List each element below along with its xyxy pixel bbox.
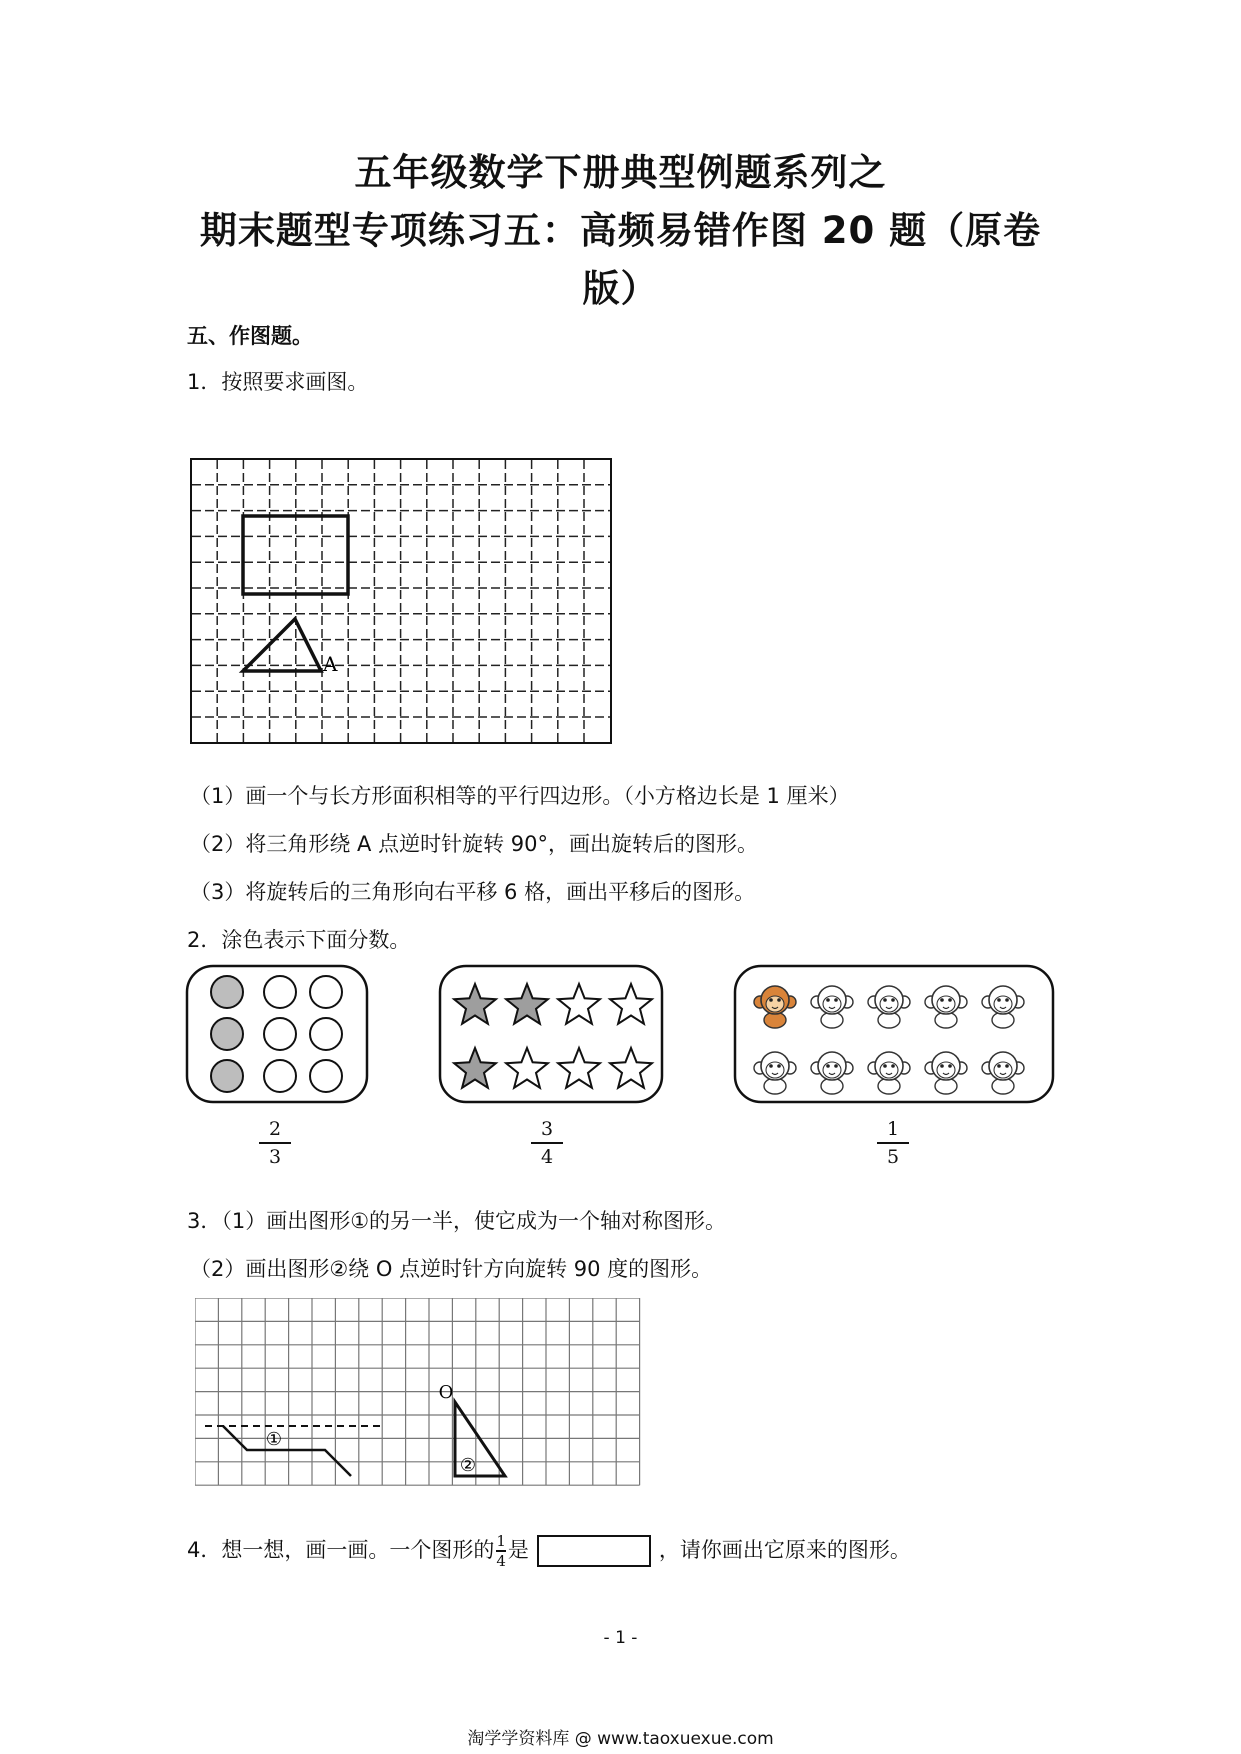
q2-fraction-3 [873, 1118, 913, 1168]
q4-fraction [496, 1533, 506, 1569]
q1-sub1: （1）画一个与长方形面积相等的平行四边形。（小方格边长是 1 厘米） [190, 784, 850, 808]
q3-shape-1-label: ① [265, 1429, 283, 1450]
q2-monkey [811, 986, 853, 1028]
q2-stem: 2．涂色表示下面分数。 [187, 928, 411, 952]
q2-monkey [868, 1052, 910, 1094]
q2-monkey [982, 1052, 1024, 1094]
q2-figures [185, 962, 1241, 1112]
q2-monkey [925, 1052, 967, 1094]
q2-fraction-3-numerator: 1 [886, 1118, 900, 1140]
q2-monkey [754, 1052, 796, 1094]
q2-fraction-1-numerator: 2 [268, 1118, 282, 1140]
title-line-2: 期末题型专项练习五：高频易错作图 20 题（原卷 [199, 209, 1042, 252]
q3-grid [195, 1298, 640, 1485]
q1-sub3: （3）将旋转后的三角形向右平移 6 格，画出平移后的图形。 [190, 880, 756, 904]
q2-circle-shaded [211, 976, 243, 1008]
q2-fraction-2 [527, 1118, 567, 1168]
q2-star [610, 984, 652, 1024]
q2-star [558, 1048, 600, 1088]
q3-sub2: （2）画出图形②绕 O 点逆时针方向旋转 90 度的图形。 [190, 1257, 713, 1281]
q2-circle [310, 1018, 342, 1050]
q2-monkey [925, 986, 967, 1028]
q2-circles [211, 976, 342, 1092]
q1-stem: 1．按照要求画图。 [187, 370, 369, 394]
footer-source: 淘学学资料库 @ www.taoxuexue.com [467, 1729, 774, 1749]
title-line-3: 版） [582, 267, 659, 310]
q4-text-after: ，请你画出它原来的图形。 [658, 1537, 911, 1562]
page-number: - 1 - [603, 1628, 638, 1648]
q4-text-middle: 是 [507, 1537, 529, 1562]
q2-star [558, 984, 600, 1024]
q3-grid-figure [195, 1298, 695, 1508]
q2-star [506, 1048, 548, 1088]
q1-grid-figure [190, 458, 620, 750]
q2-monkey-colored [754, 986, 796, 1028]
q2-circle [264, 1018, 296, 1050]
q2-circle [264, 976, 296, 1008]
q2-star [610, 1048, 652, 1088]
q2-circle-shaded [211, 1018, 243, 1050]
q2-circle [310, 976, 342, 1008]
section-heading: 五、作图题。 [187, 324, 313, 348]
q4-fraction-denominator: 4 [496, 1551, 506, 1570]
q3-shape-2-label: ② [459, 1455, 477, 1476]
q4-text-before: 4．想一想，画一画。一个图形的 [187, 1537, 495, 1562]
q1-sub2: （2）将三角形绕 A 点逆时针旋转 90°，画出旋转后的图形。 [190, 832, 758, 856]
q1-point-a-label: A [323, 652, 338, 676]
q1-dashed-grid [192, 460, 610, 743]
q2-fraction-1-denominator: 3 [268, 1146, 282, 1168]
q2-circle-shaded [211, 1060, 243, 1092]
title-line-1: 五年级数学下册典型例题系列之 [354, 151, 887, 194]
q2-fraction-3-denominator: 5 [886, 1146, 900, 1168]
q2-circle [264, 1060, 296, 1092]
q2-star-shaded [506, 984, 548, 1024]
q2-monkey [811, 1052, 853, 1094]
q2-fraction-2-denominator: 4 [540, 1146, 554, 1168]
q3-point-o-label: O [438, 1382, 454, 1403]
q2-monkey [982, 986, 1024, 1028]
q2-monkeys [754, 986, 1024, 1094]
q2-star-shaded [454, 984, 496, 1024]
q4-fraction-numerator: 1 [496, 1532, 506, 1550]
q2-star-shaded [454, 1048, 496, 1088]
q3-sub1: 3．（1）画出图形①的另一半，使它成为一个轴对称图形。 [187, 1209, 727, 1233]
q4-rectangle [537, 1535, 651, 1567]
q2-stars [454, 984, 652, 1088]
q2-monkey [868, 986, 910, 1028]
q2-fraction-1 [255, 1118, 295, 1168]
q2-fraction-2-numerator: 3 [540, 1118, 554, 1140]
q4-line [187, 1533, 911, 1569]
q1-triangle [243, 619, 321, 671]
q2-circle [310, 1060, 342, 1092]
